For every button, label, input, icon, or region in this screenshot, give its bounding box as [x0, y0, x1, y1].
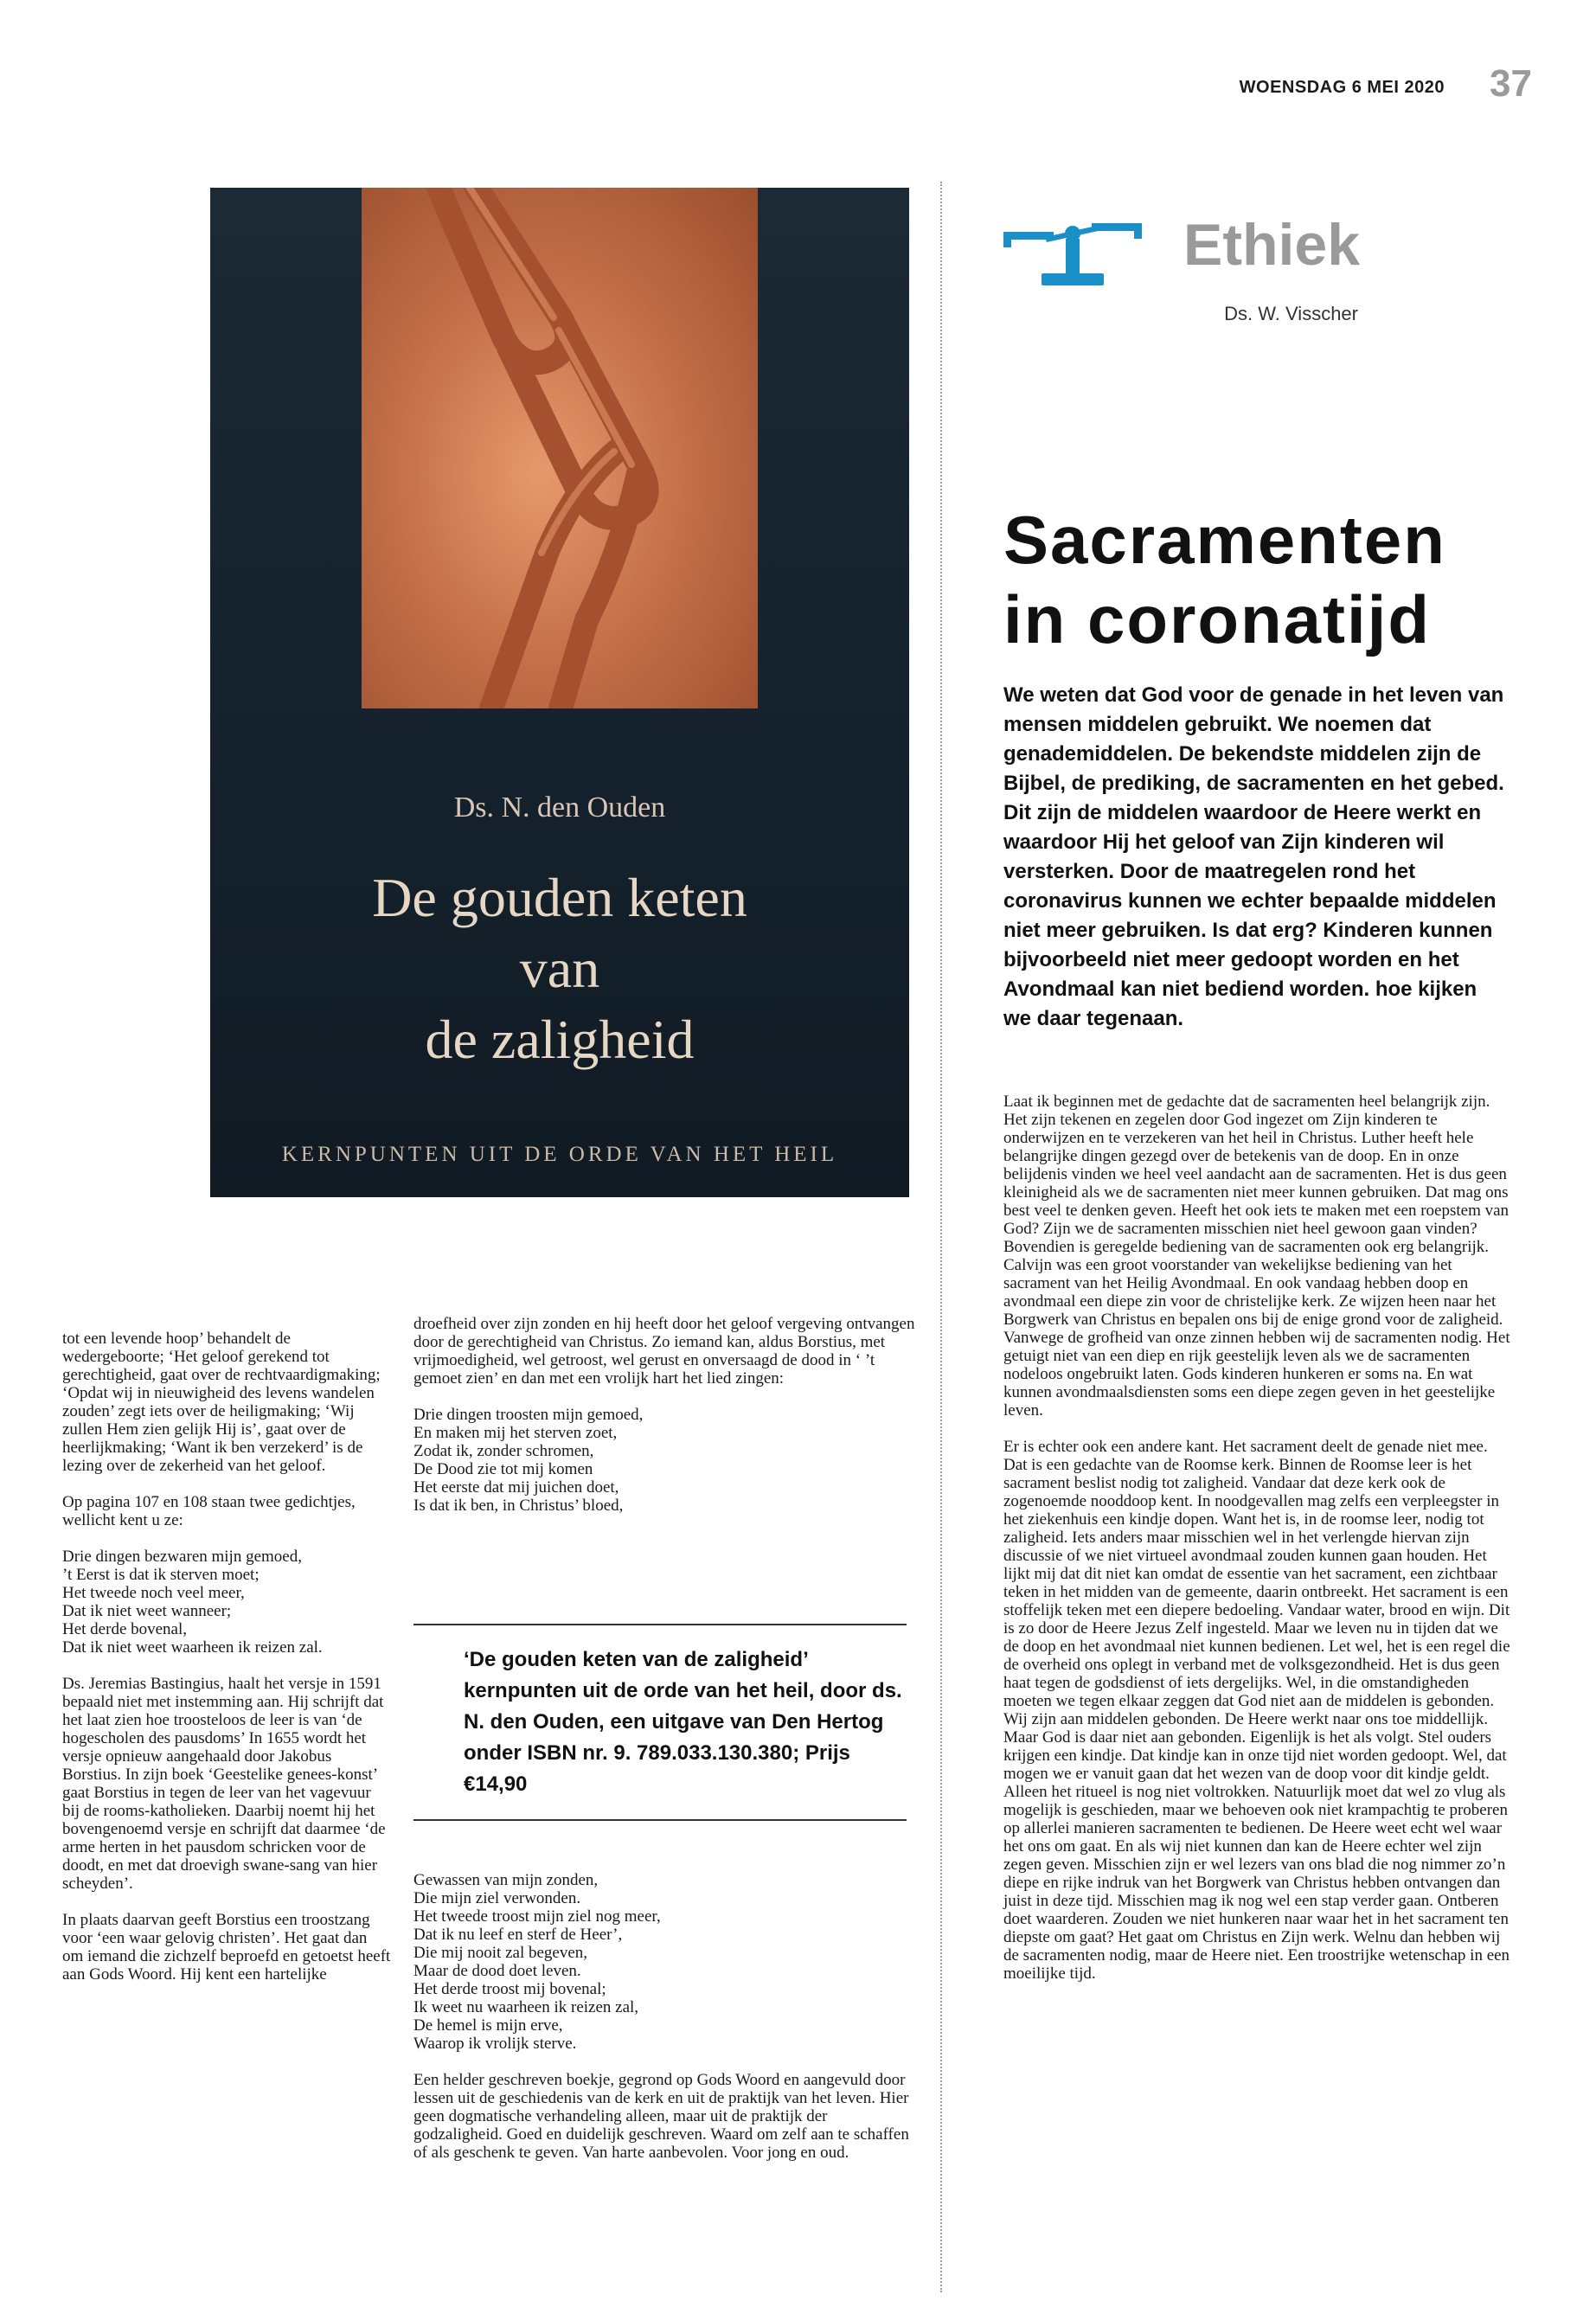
page-number: 37	[1490, 62, 1532, 105]
body-column-2-continued	[413, 1871, 915, 2162]
poem	[413, 1871, 915, 2053]
chain-icon	[362, 188, 758, 708]
headline-line: Sacramenten	[1003, 502, 1446, 578]
poem-line: Het derde bovenal,	[62, 1620, 188, 1638]
paragraph: Op pagina 107 en 108 staan twee gedichtjes, wellicht kent u ze:	[62, 1493, 356, 1529]
book-info-text: ‘De gouden keten van de zaligheid’ kernpunten uit de orde van het heil, door ds. N. den Ouden, een uitgave van Den Hertog onder ISBN nr. 9. 789.033.130.380; Prijs €14,90	[464, 1648, 902, 1796]
poem-line: Het eerste dat mij juichen doet,	[413, 1478, 619, 1497]
poem-line: Waarop ik vrolijk sterve.	[413, 2035, 577, 2053]
poem-line: Het derde troost mij bovenal;	[413, 1980, 606, 1998]
poem-line: Maar de dood doet leven.	[413, 1962, 581, 1980]
poem-line: Het tweede noch veel meer,	[62, 1584, 245, 1602]
cover-title-line: de zaligheid	[425, 1009, 695, 1070]
body-column-1	[62, 1330, 391, 1984]
paragraph: Er is echter ook een andere kant. Het sacrament deelt de genade niet mee. Dat is een gedachte van de Roomse kerk. Binnen de Roomse leer is het sacrament beslist nodig tot zaligheid. Vandaar dat deze kerk ook de zogenoemde nooddoop kent. In noodgevallen mag zelfs een verpleegster in het ziekenhuis een kindje dopen. Want het is, in de roomse leer, nodig tot zaligheid. Iets anders maar misschien wel in het verlengde hiervan zijn discussie of we niet virtueel avondmaal zouden kunnen gaan houden. Het lijkt mij dat dit niet kan omdat de essentie van het sacrament, een zichtbaar teken in het midden van de gemeente, daarin ontbreekt. Het sacrament is een stoffelijk teken met een diepere bedoeling. Vandaar water, brood en wijn. Dit is zo door de Heere Jezus Zelf ingesteld. Maar we leven nu in tijden dat we de doop en het avondmaal niet kunnen bedienen. Let wel, het is een regel die de overheid ons oplegt in verband met de volksgezondheid. Het is dus geen haat tegen de godsdienst of iets dergelijks. Wel, in die omstandigheden moeten we tegen elkaar zeggen dat God niet aan de middelen is gebonden. Wij zijn aan middelen gebonden. De Heere werkt naar ons toe middellijk. Maar God is daar niet aan gebonden. Eigenlijk is het als volgt. Stel ouders krijgen een kindje. Dat kindje kan in onze tijd niet worden gedoopt. Wel, dat mogen we er vanuit gaan dat het wezen van de doop voor dit kindje geldt. Alleen het ritueel is nog niet voltrokken. Natuurlijk moet dat wel zo vlug als mogelijk is geschieden, maar we behoeven ook niet krampachtig te proberen op allerlei manieren sacramenten te bedienen. De Heere weet echt wel waar het ons om gaat. En als wij niet kunnen dan kan de Heere echter wel zijn zegen geven. Misschien zijn er wel lezers van ons blad die nog nimmer zo’n diepe en rijke indruk van het Borgwerk van Christus hebben ontvangen dan juist in deze tijd. Misschien mag ik nog wel een stap verder gaan. Ontberen doet waarderen. Zouden we niet hunkeren naar waar het in het sacrament ten diepste om gaat? Het gaat om Christus en Zijn werk. Welnu dan hebben wij de sacramenten nodig, maar de Heere niet. Een troostrijke wetenschap in een moeilijke tijd.	[1003, 1438, 1510, 1983]
book-cover-image	[210, 188, 909, 1197]
body-column-3	[1003, 1093, 1514, 1983]
poem-line: Dat ik niet weet wanneer;	[62, 1602, 232, 1620]
poem-line: Die mij nooit zal begeven,	[413, 1944, 588, 1962]
poem-line: De hemel is mijn erve,	[413, 2016, 563, 2035]
article-headline	[1003, 500, 1446, 659]
scales-icon	[1003, 213, 1142, 291]
poem-line: Dat ik nu leef en sterf de Heer’,	[413, 1926, 623, 1944]
article-lead: We weten dat God voor de genade in het leven van mensen middelen gebruikt. We noemen dat genademiddelen. De bekendste middelen zijn de Bijbel, de prediking, de sacramenten en het gebed. Dit zijn de middelen waardoor de Heere werkt en waardoor Hij het geloof van Zijn kinderen wil versterken. Door de maatregelen rond het coronavirus kunnen we echter bepaalde middelen niet meer gebruiken. Is dat erg? Kinderen kunnen bijvoorbeeld niet meer gedoopt worden en het Avondmaal kan niet bediend worden. hoe kijken we daar tegenaan.	[1003, 683, 1504, 1030]
paragraph: tot een levende hoop’ behandelt de wedergeboorte; ‘Het geloof gerekend tot gerechtigheid, gaat over de rechtvaardigmaking; ‘Opdat wij in nieuwigheid des levens wandelen zouden’ zegt iets over de heiligmaking; ‘Wij zullen Hem zien gelijk Hij is’, gaat over de heerlijkmaking; ‘Want ik ben verzekerd’ is de lezing over de zekerheid van het geloof.	[62, 1330, 381, 1475]
column-divider	[940, 182, 942, 2292]
poem	[413, 1406, 915, 1515]
poem-line: Gewassen van mijn zonden,	[413, 1871, 599, 1889]
poem-line: Zodat ik, zonder schromen,	[413, 1442, 594, 1460]
paragraph: droefheid over zijn zonden en hij heeft door het geloof vergeving ontvangen door de gerechtigheid van Christus. Zo iemand kan, aldus Borstius, met vrijmoedigheid, wel getroost, wel gerust en onversaagd de dood in ‘ ’t gemoet zien’ en dan met een vrolijk hart het lied zingen:	[413, 1315, 915, 1388]
poem-line: Ik weet nu waarheen ik reizen zal,	[413, 1998, 639, 2016]
poem-line: Dat ik niet weet waarheen ik reizen zal.	[62, 1638, 323, 1657]
poem	[62, 1548, 391, 1657]
cover-chain-photo	[362, 188, 758, 708]
section-title: Ethiek	[1183, 212, 1361, 278]
poem-line: De Dood zie tot mij komen	[413, 1460, 593, 1478]
article-author: Ds. W. Visscher	[1224, 303, 1358, 324]
body-column-2	[413, 1315, 915, 1515]
poem-line: Drie dingen bezwaren mijn gemoed,	[62, 1548, 302, 1566]
paragraph: Ds. Jeremias Bastingius, haalt het versje in 1591 bepaald niet met instemming aan. Hij schrijft dat het laat zien hoe troosteloos de leer is van ‘de hogescholen des pausdoms’ In 1655 wordt het versje opnieuw aangehaald door Jakobus Borstius. In zijn boek ‘Geestelike genees-konst’ gaat Borstius in tegen de leer van het vagevuur bij de rooms-katholieken. Daarbij noemt hij het bovengenoemd versje en schrijft dat daarmee ‘de arme herten in het pausdom schricken voor de doodt, en met dat droevigh swane-sang van hier scheyden’.	[62, 1675, 386, 1893]
paragraph: Laat ik beginnen met de gedachte dat de sacramenten heel belangrijk zijn. Het zijn tekenen en zegelen door God ingezet om Zijn kinderen te onderwijzen en te verzekeren van het heil in Christus. Luther heeft hele belangrijke dingen gezegd over de betekenis van de doop. En in onze belijdenis vinden we heel veel aandacht aan de sacramenten. Het is dus geen kleinigheid als we de sacramenten niet meer kunnen gebruiken. Dat mag ons best veel te denken geven. Heeft het ook iets te maken met een roepstem van God? Zijn we de sacramenten misschien niet heel gewoon gaan vinden? Bovendien is geregelde bediening van de sacramenten ook erg belangrijk. Calvijn was een groot voorstander van wekelijkse bediening van het sacrament van het Heilig Avondmaal. En ook vandaag hebben doop en avondmaal een diepe zin voor de christelijke kerk. Ze wijzen heen naar het Borgwerk van Christus en bepalen ons bij de enige grond voor de zaligheid. Vanwege de grofheid van onze zinnen hebben wij de sacramenten nodig. Het getuigt niet van een diep en rijk geestelijk leven als we de sacramenten nodeloos ongebruikt laten. Gods kinderen hunkeren er soms na. En wat kunnen avondmaalsdiensten soms een diepe zegen geven in het geestelijke leven.	[1003, 1093, 1510, 1420]
book-info-box	[413, 1624, 907, 1821]
cover-title-line: De gouden keten	[372, 867, 747, 928]
cover-subtitle: KERNPUNTEN UIT DE ORDE VAN HET HEIL	[281, 1143, 838, 1166]
cover-author: Ds. N. den Ouden	[453, 792, 666, 824]
poem-line: ’t Eerst is dat ik sterven moet;	[62, 1566, 260, 1584]
cover-title	[210, 862, 909, 1075]
headline-line: in coronatijd	[1003, 581, 1431, 657]
paragraph: Een helder geschreven boekje, gegrond op Gods Woord en aangevuld door lessen uit de geschiedenis van de kerk en uit de praktijk van het leven. Hier geen dogmatische verhandeling alleen, maar uit de praktijk der godzaligheid. Goed en duidelijk geschreven. Waard om zelf aan te schaffen of als geschenk te geven. Van harte aanbevolen. Voor jong en oud.	[413, 2071, 909, 2162]
cover-title-line: van	[519, 938, 600, 999]
poem-line: Drie dingen troosten mijn gemoed,	[413, 1406, 644, 1424]
poem-line: Het tweede troost mijn ziel nog meer,	[413, 1907, 661, 1926]
paragraph: In plaats daarvan geeft Borstius een troostzang voor ‘een waar gelovig christen’. Het gaat dan om iemand die zichzelf beproefd en getoetst heeft aan Gods Woord. Hij kent een hartelijke	[62, 1911, 391, 1984]
poem-line: Is dat ik ben, in Christus’ bloed,	[413, 1497, 624, 1515]
poem-line: Die mijn ziel verwonden.	[413, 1889, 581, 1907]
poem-line: En maken mij het sterven zoet,	[413, 1424, 618, 1442]
issue-date: WOENSDAG 6 MEI 2020	[1239, 78, 1445, 97]
